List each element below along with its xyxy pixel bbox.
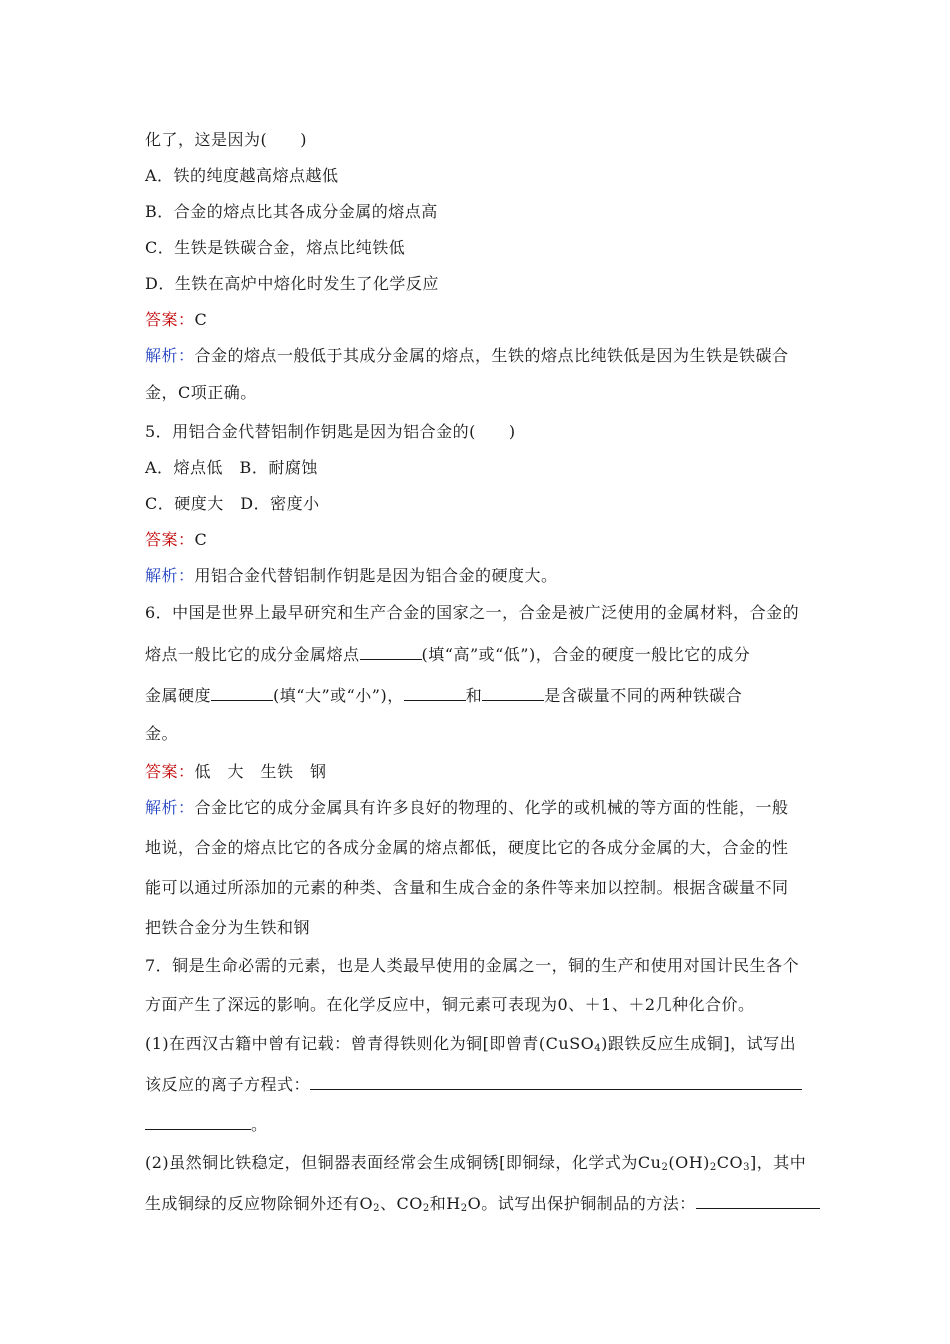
q4-explanation-line: 金，C项正确。 — [145, 383, 257, 402]
subscript: 2 — [422, 1203, 430, 1214]
q7-stem-line: 方面产生了深远的影响。在化学反应中，铜元素可表现为0、＋1、＋2几种化合价。 — [145, 995, 755, 1014]
fill-blank[interactable] — [482, 684, 544, 701]
stem-text: 。 — [251, 1115, 268, 1134]
q7-part1-line — [145, 1073, 802, 1095]
q4-option-a: A．铁的纯度越高熔点越低 — [145, 166, 339, 185]
equation-blank[interactable] — [145, 1113, 251, 1130]
answer-value: 低 大 生铁 钢 — [194, 762, 327, 781]
explanation-label: 解析： — [145, 346, 195, 365]
stem-text: 和H — [429, 1194, 461, 1213]
q6-stem-line: 金。 — [145, 724, 179, 743]
stem-text: 和 — [465, 686, 483, 705]
explanation-label: 解析： — [145, 798, 195, 817]
q4-stem-tail: 化了，这是因为( ) — [145, 130, 307, 149]
explanation-label: 解析： — [145, 566, 195, 585]
q6-explanation-line: 地说，合金的熔点比它的各成分金属的熔点都低，硬度比它的各成分金属的大，合金的性 — [145, 838, 789, 857]
stem-text: (填“高”或“低”)，合金的硬度一般比它的成分 — [421, 645, 751, 664]
answer-value: C — [194, 310, 208, 329]
q6-answer — [145, 762, 327, 782]
q6-stem-line: 6．中国是世界上最早研究和生产合金的国家之一，合金是被广泛使用的金属材料，合金的 — [145, 603, 800, 622]
q7-part2-line — [145, 1153, 806, 1173]
q7-part1-line — [145, 1113, 268, 1135]
stem-text: O。试写出保护铜制品的方法： — [467, 1194, 696, 1213]
subscript: 2 — [709, 1162, 717, 1173]
subscript: 2 — [460, 1203, 468, 1214]
q5-options-line: A．熔点低 B．耐腐蚀 — [145, 458, 318, 477]
answer-label: 答案： — [145, 530, 195, 549]
fill-blank[interactable] — [211, 684, 273, 701]
q4-answer — [145, 310, 207, 330]
subscript: 2 — [661, 1162, 669, 1173]
fill-blank[interactable] — [404, 684, 466, 701]
q7-part1-line — [145, 1034, 796, 1054]
explanation-text: 用铝合金代替铝制作钥匙是因为铝合金的硬度大。 — [194, 566, 558, 585]
answer-blank[interactable] — [696, 1192, 820, 1209]
stem-text: (OH) — [668, 1153, 710, 1172]
subscript: 4 — [594, 1043, 602, 1054]
stem-text: 金属硬度 — [145, 686, 212, 705]
q5-options-line: C．硬度大 D．密度小 — [145, 494, 320, 513]
stem-text: 、CO — [380, 1194, 423, 1213]
stem-text: (2)虽然铜比铁稳定，但铜器表面经常会生成铜锈[即铜绿，化学式为Cu — [145, 1153, 662, 1172]
explanation-text: 合金比它的成分金属具有许多良好的物理的、化学的或机械的等方面的性能，一般 — [194, 798, 789, 817]
q6-stem-line — [145, 643, 750, 665]
q5-answer — [145, 530, 207, 550]
fill-blank[interactable] — [360, 643, 422, 660]
q4-option-c: C．生铁是铁碳合金，熔点比纯铁低 — [145, 238, 406, 257]
q6-explanation-line: 能可以通过所添加的元素的种类、含量和生成合金的条件等来加以控制。根据含碳量不同 — [145, 878, 789, 897]
stem-text: 是含碳量不同的两种铁碳合 — [544, 686, 743, 705]
q5-stem: 5．用铝合金代替铝制作钥匙是因为铝合金的( ) — [145, 422, 516, 441]
subscript: 3 — [743, 1162, 751, 1173]
stem-text: (1)在西汉古籍中曾有记载：曾青得铁则化为铜[即曾青(CuSO — [145, 1034, 595, 1053]
stem-text: (填“大”或“小”)， — [273, 686, 404, 705]
equation-blank[interactable] — [310, 1073, 802, 1090]
stem-text: 生成铜绿的反应物除铜外还有O — [145, 1194, 374, 1213]
stem-text: 熔点一般比它的成分金属熔点 — [145, 645, 360, 664]
q4-option-b: B．合金的熔点比其各成分金属的熔点高 — [145, 202, 438, 221]
subscript: 2 — [373, 1203, 380, 1214]
q7-stem-line: 7．铜是生命必需的元素，也是人类最早使用的金属之一，铜的生产和使用对国计民生各个 — [145, 956, 800, 975]
q4-explanation-line — [145, 346, 789, 366]
q6-explanation-line — [145, 798, 789, 818]
stem-text: )跟铁反应生成铜]，试写出 — [601, 1034, 797, 1053]
stem-text: CO — [716, 1153, 744, 1172]
answer-label: 答案： — [145, 762, 195, 781]
q7-part2-line — [145, 1192, 820, 1214]
q5-explanation — [145, 566, 558, 586]
q4-option-d: D．生铁在高炉中熔化时发生了化学反应 — [145, 274, 439, 293]
q6-explanation-line: 把铁合金分为生铁和钢 — [145, 918, 311, 937]
stem-text: 该反应的离子方程式： — [145, 1075, 311, 1094]
answer-label: 答案： — [145, 310, 195, 329]
stem-text: ]，其中 — [750, 1153, 807, 1172]
answer-value: C — [194, 530, 208, 549]
explanation-text: 合金的熔点一般低于其成分金属的熔点，生铁的熔点比纯铁低是因为生铁是铁碳合 — [194, 346, 789, 365]
q6-stem-line — [145, 684, 742, 706]
